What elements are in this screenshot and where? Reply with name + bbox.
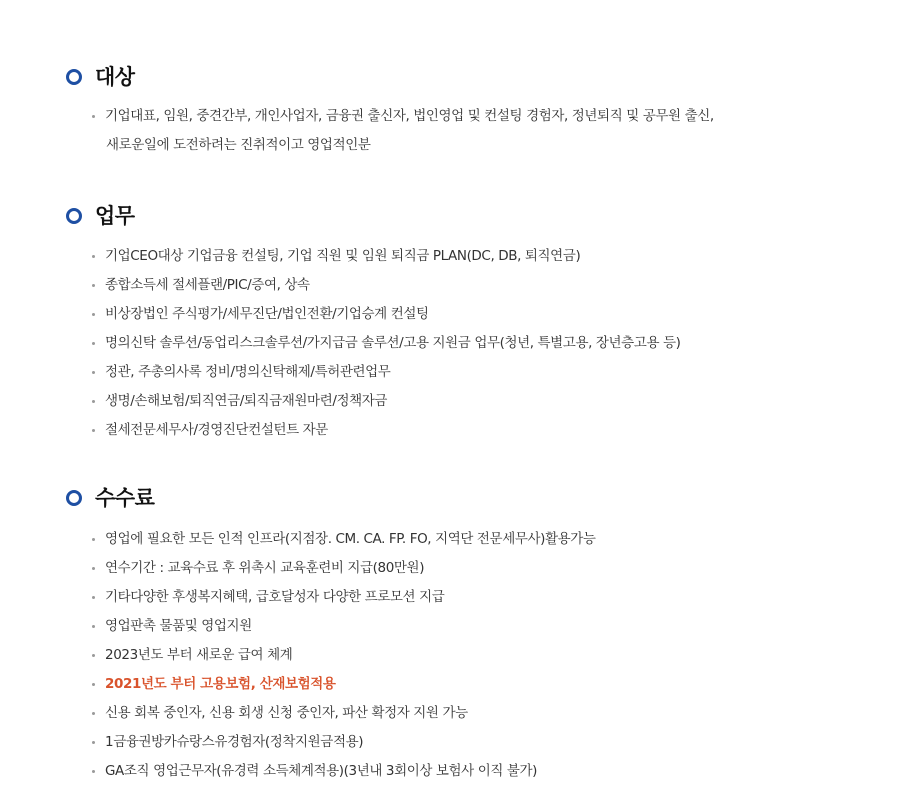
section-header <box>66 64 866 90</box>
list-item <box>90 583 850 612</box>
dot-bullet-icon <box>92 371 95 374</box>
list-item <box>90 271 850 300</box>
list-item <box>90 757 850 786</box>
list-item <box>90 641 850 670</box>
dot-bullet-icon <box>92 342 95 345</box>
list-item-text: 연수기간 : 교육수료 후 위촉시 교육훈련비 지급(80만원) <box>105 560 425 576</box>
work-list <box>90 242 850 445</box>
list-item-text: GA조직 영업근무자(유경력 소득체계적용)(3년내 3회이상 보험사 이직 불가) <box>105 763 538 779</box>
list-item-text: 기타다양한 후생복지혜택, 급호달성자 다양한 프로모션 지급 <box>105 589 445 605</box>
list-item <box>90 416 850 445</box>
dot-bullet-icon <box>92 313 95 316</box>
list-item-text: 1금융권방카슈랑스유경험자(정착지원금적용) <box>105 734 364 750</box>
dot-bullet-icon <box>92 400 95 403</box>
list-item <box>90 699 850 728</box>
section-title: 업무 <box>95 204 135 228</box>
dot-bullet-icon <box>92 625 95 628</box>
list-item-text: 명의신탁 솔루션/동업리스크솔루션/가지급금 솔루션/고용 지원금 업무(청년, 특별고용, 장년층고용 등) <box>105 335 681 351</box>
list-item <box>90 728 850 757</box>
section-work <box>66 203 866 438</box>
list-item <box>90 525 850 554</box>
list-item-text: 영업에 필요한 모든 인적 인프라(지점장. CM. CA. FP. FO, 지역단 전문세무사)활용가능 <box>105 531 596 547</box>
list-item-text: 기업CEO대상 기업금융 컨설팅, 기업 직원 및 임원 퇴직금 PLAN(DC, DB, 퇴직연금) <box>105 248 581 264</box>
dot-bullet-icon <box>92 712 95 715</box>
list-item-text: 2021년도 부터 고용보험, 산재보험적용 <box>105 676 336 692</box>
section-header <box>66 485 866 511</box>
dot-bullet-icon <box>92 538 95 541</box>
list-item-text: 2023년도 부터 새로운 급여 체계 <box>105 647 293 663</box>
list-item <box>90 300 850 329</box>
section-target <box>66 64 866 153</box>
list-item-text: 종합소득세 절세플랜/PIC/증여, 상속 <box>105 277 310 293</box>
ring-bullet-icon <box>66 208 82 224</box>
dot-bullet-icon <box>92 284 95 287</box>
list-item-text: 신용 회복 중인자, 신용 회생 신청 중인자, 파산 확정자 지원 가능 <box>105 705 468 721</box>
list-item <box>90 242 850 271</box>
section-fee <box>66 485 866 779</box>
list-item <box>90 554 850 583</box>
list-item <box>90 102 850 160</box>
dot-bullet-icon <box>92 654 95 657</box>
list-item <box>90 612 850 641</box>
ring-bullet-icon <box>66 490 82 506</box>
list-item-text-line2: 새로운일에 도전하려는 진취적이고 영업적인분 <box>106 137 371 153</box>
dot-bullet-icon <box>92 429 95 432</box>
list-item-text: 생명/손해보험/퇴직연금/퇴직금재원마련/정책자금 <box>105 393 388 409</box>
fee-list <box>90 525 850 786</box>
list-item <box>90 387 850 416</box>
list-item <box>90 358 850 387</box>
dot-bullet-icon <box>92 770 95 773</box>
list-item-text-line1: 기업대표, 임원, 중견간부, 개인사업자, 금융권 출신자, 법인영업 및 컨설팅 경험자, 정년퇴직 및 공무원 출신, <box>105 108 714 124</box>
list-item-text: 절세전문세무사/경영진단컨설턴트 자문 <box>105 422 328 438</box>
section-title: 대상 <box>95 65 135 89</box>
target-list <box>90 102 850 160</box>
dot-bullet-icon <box>92 596 95 599</box>
dot-bullet-icon <box>92 255 95 258</box>
dot-bullet-icon <box>92 115 95 118</box>
section-header <box>66 203 866 229</box>
dot-bullet-icon <box>92 683 95 686</box>
list-item-highlight <box>90 670 850 699</box>
list-item-text: 비상장법인 주식평가/세무진단/법인전환/기업승계 컨설팅 <box>105 306 429 322</box>
list-item-text: 영업판촉 물품및 영업지원 <box>105 618 252 634</box>
section-title: 수수료 <box>95 486 155 510</box>
dot-bullet-icon <box>92 741 95 744</box>
list-item-text: 정관, 주총의사록 정비/명의신탁해제/특허관련업무 <box>105 364 391 380</box>
list-item <box>90 329 850 358</box>
dot-bullet-icon <box>92 567 95 570</box>
ring-bullet-icon <box>66 69 82 85</box>
